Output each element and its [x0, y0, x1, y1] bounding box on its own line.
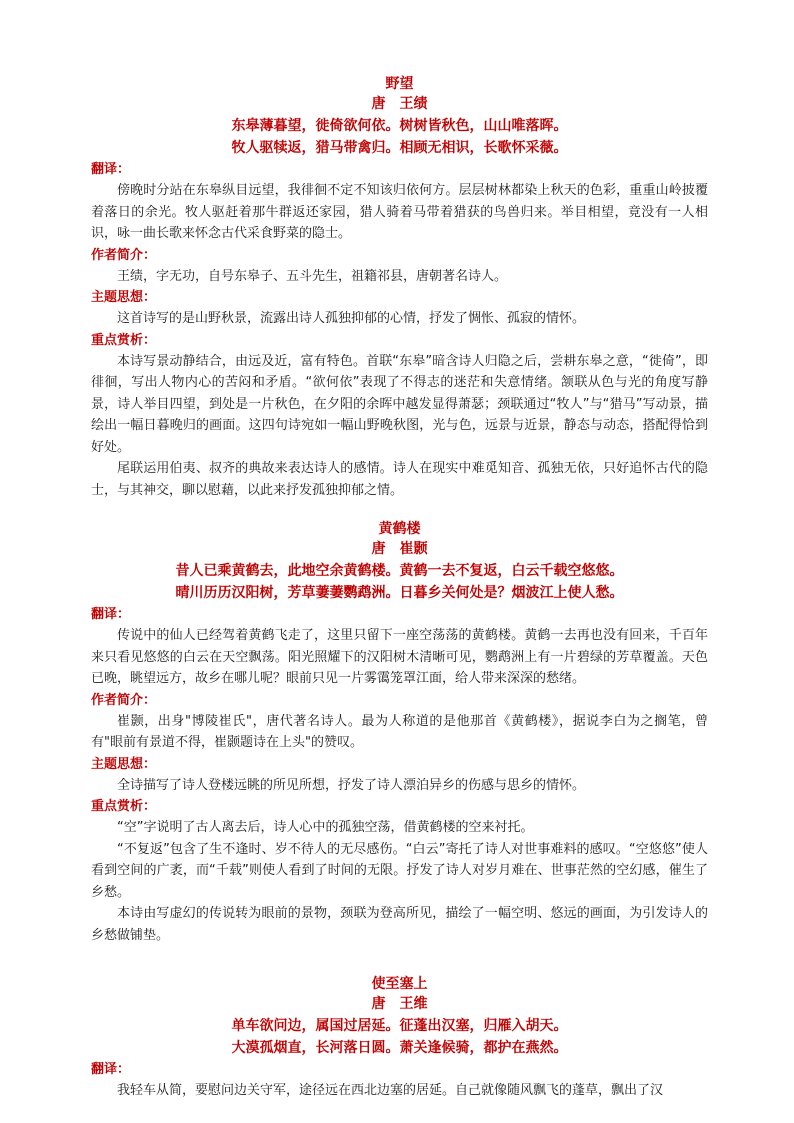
section-label: 翻译：: [91, 607, 131, 622]
body-paragraph: “空”字说明了古人离去后，诗人心中的孤独空荡，借黄鹤楼的空来衬托。: [117, 820, 534, 835]
body-paragraph: 王绩，字无功，自号东皋子、五斗先生，祖籍祁县，唐朝著名诗人。: [117, 268, 508, 284]
poem-title: 野望: [385, 76, 414, 92]
poem-verse-line: 大漠孤烟直，长河落日圆。萧关逢候骑，都护在燕然。: [231, 1040, 568, 1056]
poem-title: 黄鹤楼: [378, 521, 421, 537]
body-paragraph: 本诗由写虚幻的传说转为眼前的景物，颈联为登高所见，描绘了一幅空明、悠远的画面，为引发诗人的乡愁做铺垫。: [91, 906, 708, 943]
poem-author-line: [91, 94, 708, 115]
poem-poet: 崔颢: [399, 541, 428, 557]
body-paragraph: 传说中的仙人已经驾着黄鹤飞走了，这里只留下一座空荡荡的黄鹤楼。黄鹤一去再也没有回来，千百年来只看见悠悠的白云在天空飘荡。阳光照耀下的汉阳树木清晰可见，鹦鹉洲上有一片碧绿的芳草覆盖。天色已晚，眺望远方，故乡在哪儿呢？眼前只见一片雾霭笼罩江面，给人带来深深的愁绪。: [91, 628, 708, 686]
body-paragraph: 本诗写景动静结合，由远及近，富有特色。首联“东皋”暗含诗人归隐之后，尝耕东皋之意，“徙倚”，即徘徊，写出人物内心的苦闷和矛盾。“欲何依”表现了不得志的迷茫和失意情绪。颔联从色与光的角度写静景，诗人举目四望，到处是一片秋色，在夕阳的余晖中越发显得萧瑟；颈联通过“牧人”与“猎马”写动景，描绘出一幅日暮晚归的画面。这四句诗宛如一幅山野晚秋图，光与色，远景与近景，静态与动态，搭配得恰到好处。: [91, 353, 708, 455]
body-paragraph: 傍晚时分站在东皋纵目远望，我徘徊不定不知该归依何方。层层树林都染上秋天的色彩，重重山岭披覆着落日的余光。牧人驱赶着那牛群返还家园，猎人骑着马带着猎获的鸟兽归来。举目相望，竟没有一人相识，咏一曲长歌来怀念古代采食野菜的隐士。: [91, 183, 708, 241]
poem-section: [91, 974, 708, 1102]
poem-poet: 王维: [399, 996, 428, 1012]
poem-dynasty: 唐: [371, 996, 386, 1012]
section-label: 重点赏析：: [91, 799, 157, 814]
poem-author-line: [91, 994, 708, 1015]
section-label: 翻译：: [91, 1062, 131, 1077]
poem-author-line: [91, 539, 708, 560]
poem-dynasty: 唐: [371, 96, 386, 112]
body-paragraph: 这首诗写的是山野秋景，流露出诗人孤独抑郁的心情，抒发了惆怅、孤寂的情怀。: [117, 311, 586, 326]
poem-verse-line: 昔人已乘黄鹤去，此地空余黄鹤楼。黄鹤一去不复返，白云千载空悠悠。: [175, 563, 624, 579]
poem-dynasty: 唐: [371, 541, 386, 557]
body-paragraph: 全诗描写了诗人登楼远眺的所见所想，抒发了诗人漂泊异乡的伤感与思乡的情怀。: [117, 777, 586, 793]
poem-section: [91, 74, 708, 501]
body-paragraph: 尾联运用伯夷、叔齐的典故来表达诗人的感情。诗人在现实中难觅知音、孤独无依，只好追怀古代的隐士，与其神交，聊以慰藉，以此来抒发孤独抑郁之情。: [91, 461, 708, 498]
section-label: 作者简介：: [91, 247, 157, 263]
section-label: 翻译：: [91, 162, 131, 177]
section-label: 主题思想：: [91, 290, 157, 305]
section-label: 作者简介：: [91, 692, 157, 708]
poem-poet: 王绩: [399, 96, 428, 112]
body-paragraph: 我轻车从简，要慰问边关守军，途径远在西北边塞的居延。自己就像随风飘飞的蓬草，飘出了汉: [117, 1083, 664, 1098]
document-page: [91, 74, 708, 1120]
poem-verse-line: 牧人驱犊返，猎马带禽归。相顾无相识，长歌怀采薇。: [231, 140, 568, 156]
poem-title: 使至塞上: [371, 976, 428, 992]
body-paragraph: “不复返”包含了生不逢时、岁不待人的无尽感伤。“白云”寄托了诗人对世事难料的感叹。“空悠悠”使人看到空间的广袤，而“千载”则使人看到了时间的无限。抒发了诗人对岁月难在、世事茫然的空幻感，催生了乡愁。: [91, 841, 708, 900]
poem-section: [91, 519, 708, 946]
body-paragraph: 崔颢，出身"博陵崔氏"，唐代著名诗人。最为人称道的是他那首《黄鹤楼》，据说李白为之搁笔，曾有"眼前有景道不得，崔颢题诗在上头"的赞叹。: [91, 713, 708, 750]
section-label: 主题思想：: [91, 756, 157, 772]
poem-verse-line: 单车欲问边，属国过居延。征蓬出汉塞，归雁入胡天。: [231, 1018, 568, 1034]
poem-verse-line: 东皋薄暮望，徙倚欲何依。树树皆秋色，山山唯落晖。: [231, 118, 568, 134]
section-label: 重点赏析：: [91, 332, 157, 348]
poem-verse-line: 晴川历历汉阳树，芳草萋萋鹦鹉洲。日暮乡关何处是？烟波江上使人愁。: [175, 585, 624, 601]
